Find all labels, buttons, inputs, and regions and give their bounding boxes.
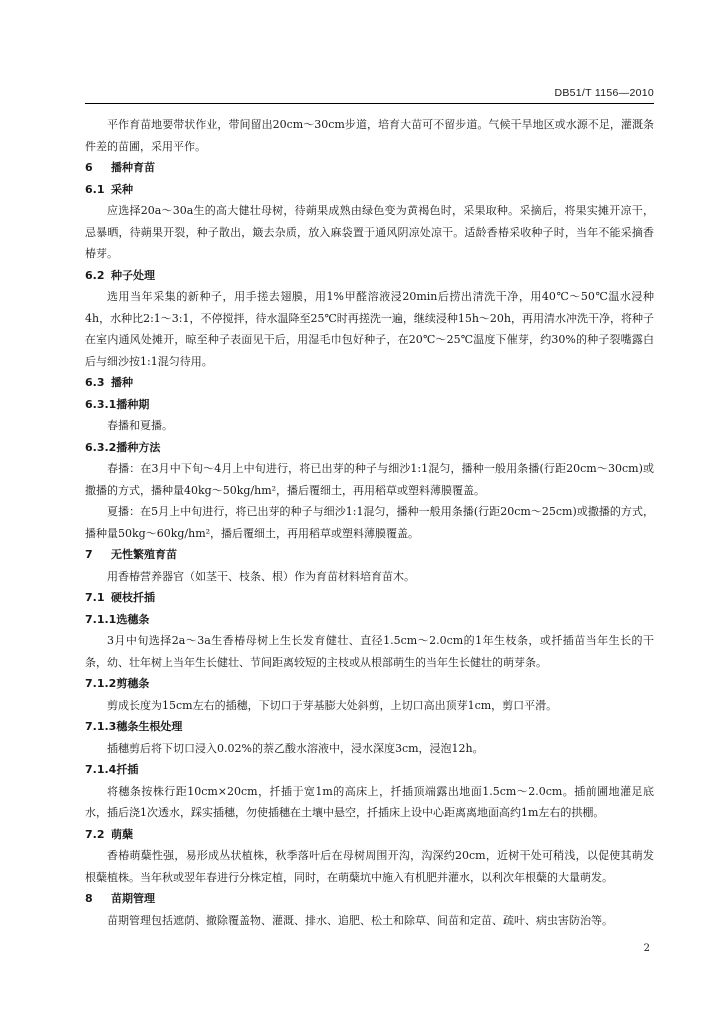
section-heading (85, 179, 654, 201)
section-number: 6.2 (85, 268, 105, 282)
section-title: 无性繁殖育苗 (111, 548, 177, 561)
section-title: 播种方法 (116, 440, 161, 454)
section-title: 萌蘖 (111, 827, 133, 841)
paragraph: 春播：在3月中下旬～4月上中旬进行，将已出芽的种子与细沙1:1混匀，播种一般用条播(行距20cm～30cm)或撒播的方式，播种量40kg～50kg/hm²，播后覆细土，再用稻草或塑料薄膜覆盖。 (85, 462, 654, 497)
section-title: 播种 (111, 376, 133, 389)
paragraph: 3月中旬选择2a～3a生香椿母树上生长发育健壮、直径1.5cm～2.0cm的1年生枝条，或扦插苗当年生长的干条，幼、壮年树上当年生长健壮、节间距离较短的主枝或从根部萌生的当年生长健壮的萌芽条。 (85, 634, 654, 669)
section-number: 6.3.2 (85, 440, 117, 454)
section-title: 硬枝扦插 (111, 591, 155, 604)
section-number: 7.2 (85, 827, 105, 841)
section-number: 7.1.1 (85, 612, 117, 626)
section-title: 选穗条 (116, 612, 150, 626)
section-number: 6.3.1 (85, 397, 117, 411)
paragraph: 香椿萌蘖性强，易形成丛状植株，秋季落叶后在母树周围开沟，沟深约20cm，近树干处可稍浅，以促使其萌发根蘖植株。当年秋或翌年春进行分株定植，同时，在萌蘖坑中施入有机肥并灌水，以利次年根蘖的大量萌发。 (85, 849, 654, 884)
section-heading (85, 372, 654, 394)
section-number: 6 (85, 161, 93, 174)
section-heading (85, 265, 654, 287)
paragraph: 夏播：在5月上中旬进行，将已出芽的种子与细沙1:1混匀，播种一般用条播(行距20cm～25cm)或撒播的方式，播种量50kg～60kg/hm²，播后覆细土，再用稻草或塑料薄膜覆盖。 (85, 505, 654, 540)
section-heading (85, 437, 654, 459)
section-number: 8 (85, 892, 93, 905)
section-title: 苗期管理 (111, 892, 155, 905)
paragraph: 将穗条按株行距10cm×20cm，扦插于宽1m的高床上，扦插顶端露出地面1.5cm～2.0cm。插前圃地灌足底水，插后浇1次透水，踩实插穗，勿使插穗在土壤中悬空，扦插床上设中心距离离地面高约1m左右的拱棚。 (85, 784, 654, 819)
section-heading (85, 544, 654, 566)
section-heading (85, 888, 654, 910)
section-title: 剪穗条 (116, 677, 150, 690)
paragraph: 苗期管理包括遮荫、撤除覆盖物、灌溉、排水、追肥、松土和除草、间苗和定苗、疏叶、病虫害防治等。 (107, 913, 613, 927)
section-title: 播种期 (116, 397, 150, 411)
section-heading (85, 587, 654, 609)
page-number: 2 (643, 943, 650, 954)
section-heading (85, 716, 654, 738)
header-rule (85, 103, 654, 104)
section-number: 7.1.2 (85, 677, 117, 690)
paragraph: 剪成长度为15cm左右的插穗，下切口于芽基膨大处斜剪，上切口高出顶芽1cm，剪口平滑。 (107, 698, 558, 712)
document-body (85, 114, 654, 931)
paragraph: 用香椿营养器官（如茎干、枝条、根）作为育苗材料培育苗木。 (107, 569, 415, 583)
section-heading (85, 759, 654, 781)
section-title: 采种 (111, 182, 133, 196)
paragraph: 应选择20a～30a生的高大健壮母树，待蒴果成熟由绿色变为黄褐色时，采果取种。采摘后，将果实摊开凉干，忌暴晒，待蒴果开裂，种子散出，簸去杂质，放入麻袋置于通风阴凉处凉干。适龄香椿采收种子时，当年不能采摘香椿芽。 (85, 204, 654, 260)
section-heading (85, 609, 654, 631)
section-number: 6.3 (85, 376, 105, 389)
section-number: 7.1.4 (85, 763, 117, 776)
paragraph: 春播和夏播。 (107, 419, 173, 432)
section-number: 7 (85, 548, 93, 561)
section-title: 播种育苗 (111, 161, 155, 174)
section-number: 6.1 (85, 182, 105, 196)
section-heading (85, 394, 654, 416)
section-heading (85, 824, 654, 846)
standard-code: DB51/T 1156—2010 (554, 87, 654, 99)
paragraph: 插穗剪后将下切口浸入0.02%的萘乙酸水溶液中，浸水深度3cm，浸泡12h。 (107, 741, 484, 755)
section-title: 种子处理 (111, 268, 155, 282)
section-number: 7.1 (85, 591, 105, 604)
section-title: 扦插 (116, 763, 139, 776)
section-heading (85, 157, 654, 179)
paragraph: 选用当年采集的新种子，用手搓去翅膜，用1%甲醛溶液浸20min后捞出清洗干净，用40℃～50℃温水浸种4h，水种比2:1～3:1，不停搅拌，待水温降至25℃时再搓洗一遍，继续浸种15h～20h，再用清水冲洗干净，将种子在室内通风处摊开，晾至种子表面见干后，用湿毛巾包好种子，在20℃～25℃温度下催芽，约30%的种子裂嘴露白后与细沙按1:1混匀待用。 (85, 290, 654, 368)
section-number: 7.1.3 (85, 720, 117, 733)
section-title: 穗条生根处理 (116, 720, 183, 733)
section-heading (85, 673, 654, 695)
paragraph: 平作育苗地要带状作业，带间留出20cm～30cm步道，培育大苗可不留步道。气候干旱地区或水源不足，灌溉条件差的苗圃，采用平作。 (85, 118, 654, 153)
